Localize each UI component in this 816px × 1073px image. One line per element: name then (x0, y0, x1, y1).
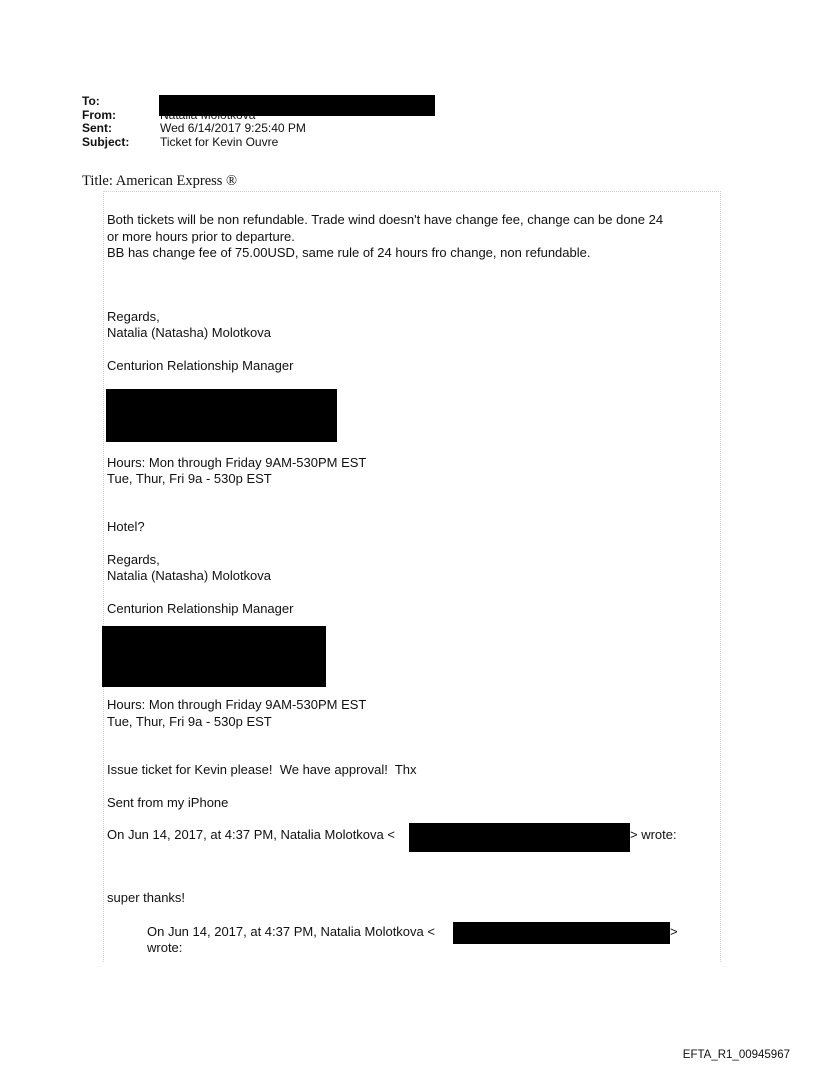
signature-role: Centurion Relationship Manager (107, 601, 294, 616)
sent-value: Wed 6/14/2017 9:25:40 PM (160, 121, 306, 135)
from-label: From: (82, 107, 116, 122)
redaction-to (159, 95, 435, 116)
hours-text: Hours: Mon through Friday 9AM-530PM EST (107, 697, 367, 712)
super-thanks-text: super thanks! (107, 890, 186, 905)
hours-text: Tue, Thur, Fri 9a - 530p EST (107, 471, 272, 486)
signature-name: Natalia (Natasha) Molotkova (107, 325, 272, 340)
document-id: EFTA_R1_00945967 (682, 1049, 790, 1061)
body-line: Both tickets will be non refundable. Trade wind doesn't have change fee, change can be done 24 (107, 212, 664, 227)
redaction-email-1 (409, 823, 630, 852)
to-label: To: (82, 94, 100, 108)
body-line: BB has change fee of 75.00USD, same rule of 24 hours fro change, non refundable. (107, 245, 591, 260)
sent-label: Sent: (82, 121, 112, 135)
document-title: Title: American Express ® (82, 173, 238, 189)
redaction-email-2 (453, 922, 670, 944)
hours-text: Tue, Thur, Fri 9a - 530p EST (107, 714, 272, 729)
sent-from-text: Sent from my iPhone (107, 795, 229, 810)
hours-text: Hours: Mon through Friday 9AM-530PM EST (107, 455, 367, 470)
quote-header-1-suffix: > wrote: (630, 827, 677, 842)
signature-role: Centurion Relationship Manager (107, 358, 294, 373)
redaction-signature-2 (102, 626, 326, 687)
signature-name: Natalia (Natasha) Molotkova (107, 568, 272, 583)
quote-header-2: On Jun 14, 2017, at 4:37 PM, Natalia Molotkova < (147, 924, 435, 939)
quote-header-1: On Jun 14, 2017, at 4:37 PM, Natalia Molotkova < (107, 827, 395, 842)
regards-text: Regards, (107, 309, 160, 324)
body-line: or more hours prior to departure. (107, 229, 295, 244)
redaction-signature-1 (106, 389, 337, 442)
quote-header-2-suffix: > (670, 924, 678, 939)
regards-text: Regards, (107, 552, 160, 567)
hotel-text: Hotel? (107, 519, 145, 534)
subject-value: Ticket for Kevin Ouvre (160, 134, 279, 149)
quote-header-2-wrote: wrote: (147, 940, 183, 955)
subject-label: Subject: (82, 134, 130, 149)
issue-text: Issue ticket for Kevin please! We have approval! Thx (107, 762, 417, 777)
